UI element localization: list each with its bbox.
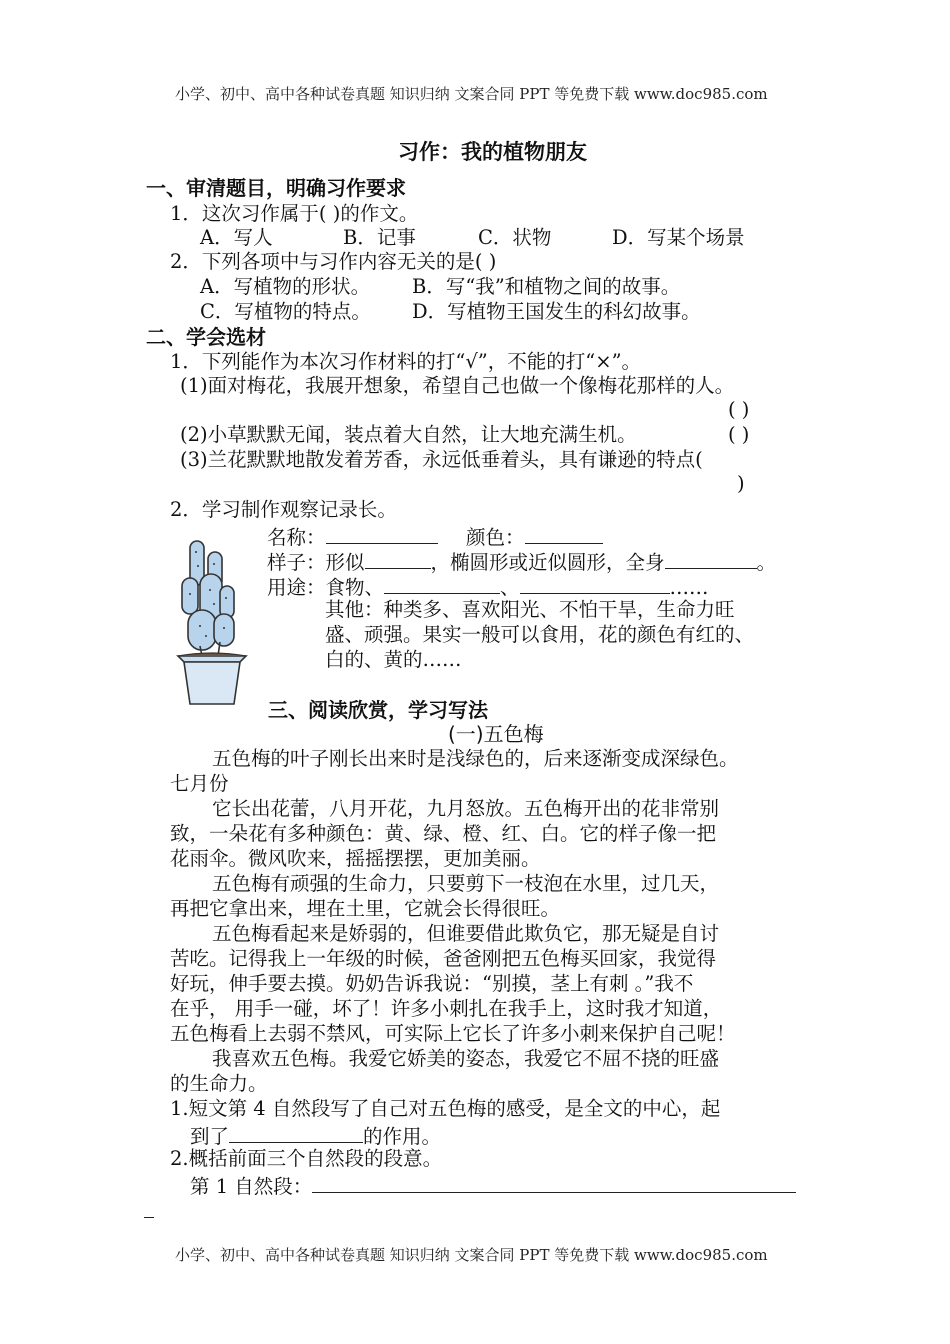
s3-q1-text-a: 到了: [190, 1125, 230, 1148]
s2-q1-item3: (3)兰花默默地散发着芳香，永远低垂着头，具有谦逊的特点(: [180, 448, 703, 471]
reading-line-6: 五色梅有顽强的生命力，只要剪下一枝泡在水里，过几天，: [212, 872, 720, 895]
record-color-label: 颜色：: [466, 526, 525, 549]
page-header: 小学、初中、高中各种试卷真题 知识归纳 文案合同 PPT 等免费下载 www.doc985.com: [175, 85, 768, 103]
s2-q1-item1: (1)面对梅花，我展开想象，希望自己也做一个像梅花那样的人。: [180, 374, 735, 397]
record-use-row: [267, 575, 709, 598]
s1-q2-option-a: A．写植物的形状。: [200, 275, 371, 298]
s1-q1-stem: 1．这次习作属于( )的作文。: [170, 202, 419, 225]
s1-q2-option-b: B．写“我”和植物之间的故事。: [412, 275, 681, 298]
s3-q1-line2: [190, 1124, 441, 1147]
reading-line-5: 花雨伞。微风吹来，摇摇摆摆，更加美丽。: [170, 847, 541, 870]
record-shape-blank-1[interactable]: [365, 550, 431, 569]
s2-q1-item3-close-paren: ): [737, 472, 745, 495]
record-name-label: 名称：: [267, 526, 326, 549]
s3-q1-text-b: 的作用。: [363, 1125, 442, 1148]
reading-line-10: 好玩，伸手要去摸。奶奶告诉我说：“别摸，茎上有刺 。”我不: [170, 972, 694, 995]
section2-heading: 二、学会选材: [146, 325, 266, 349]
page-footer: 小学、初中、高中各种试卷真题 知识归纳 文案合同 PPT 等免费下载 www.doc985.com: [175, 1246, 768, 1264]
record-use-ellipsis: ……: [669, 576, 709, 599]
reading-line-14: 的生命力。: [170, 1072, 268, 1095]
reading-line-7: 再把它拿出来，埋在土里，它就会长得很旺。: [170, 897, 561, 920]
record-other-line1: 其他：种类多、喜欢阳光、不怕干旱，生命力旺: [325, 598, 735, 621]
s1-q2-option-c: C．写植物的特点。: [200, 300, 371, 323]
s2-q1-stem: 1．下列能作为本次习作材料的打“√”，不能的打“×”。: [170, 350, 642, 373]
page-title: 习作：我的植物朋友: [398, 140, 587, 164]
reading-line-2: 七月份: [170, 772, 229, 795]
record-color-row: [466, 525, 603, 548]
s3-q2-stem: 2.概括前面三个自然段的段意。: [170, 1147, 443, 1170]
s3-q2-paragraph1-blank[interactable]: [312, 1174, 796, 1193]
s1-q2-option-d: D．写植物王国发生的科幻故事。: [412, 300, 701, 323]
record-shape-text: ，椭圆形或近似圆形，全身: [430, 551, 665, 574]
record-color-blank[interactable]: [525, 525, 603, 544]
s3-q2-paragraph1-row: [190, 1174, 796, 1197]
record-shape-row: [267, 550, 776, 573]
record-use-sep: 、: [500, 576, 520, 599]
s1-q1-option-c: C．状物: [478, 226, 552, 249]
s3-q1-line1: 1.短文第 4 自然段写了自己对五色梅的感受，是全文的中心，起: [170, 1097, 721, 1120]
s3-q1-blank[interactable]: [229, 1124, 363, 1143]
record-use-label: 用途：食物、: [267, 576, 385, 599]
reading-line-12: 五色梅看上去弱不禁风，可实际上它长了许多小刺来保护自己呢！: [170, 1022, 736, 1045]
reading-line-4: 致，一朵花有多种颜色：黄、绿、橙、红、白。它的样子像一把: [170, 822, 717, 845]
reading-line-1: 五色梅的叶子刚长出来时是浅绿色的，后来逐渐变成深绿色。: [212, 747, 739, 770]
s1-q2-stem: 2．下列各项中与习作内容无关的是( ): [170, 250, 497, 273]
record-name-blank[interactable]: [326, 525, 438, 544]
s1-q1-option-b: B．记事: [343, 226, 416, 249]
record-shape-blank-2[interactable]: [665, 550, 757, 569]
record-use-blank-1[interactable]: [384, 575, 500, 594]
record-other-line2: 盛、顽强。果实一般可以食用，花的颜色有红的、: [325, 623, 755, 646]
s3-q2-paragraph1-label: 第 1 自然段：: [190, 1175, 313, 1198]
cactus-pot-illustration: [176, 538, 248, 708]
section1-heading: 一、审清题目，明确习作要求: [146, 176, 406, 200]
record-shape-label: 样子：形似: [267, 551, 365, 574]
record-name-row: [267, 525, 438, 548]
s2-q2-stem: 2．学习制作观察记录长。: [170, 498, 397, 521]
s1-q1-option-a: A．写人: [200, 226, 273, 249]
reading-line-11: 在乎， 用手一碰，坏了！许多小刺扎在我手上，这时我才知道，: [170, 997, 723, 1020]
continuation-line: [144, 1217, 154, 1218]
reading-line-3: 它长出花蕾，八月开花，九月怒放。五色梅开出的花非常别: [212, 797, 720, 820]
record-other-line3: 白的、黄的……: [325, 648, 462, 671]
reading-line-8: 五色梅看起来是娇弱的，但谁要借此欺负它，那无疑是自讨: [212, 922, 720, 945]
section3-heading: 三、阅读欣赏，学习写法: [268, 698, 488, 722]
reading-line-13: 我喜欢五色梅。我爱它娇美的姿态，我爱它不屈不挠的旺盛: [212, 1047, 720, 1070]
record-use-blank-2[interactable]: [520, 575, 670, 594]
s2-q1-item2-answer-paren: ( ): [728, 423, 750, 446]
s2-q1-item1-answer-paren: ( ): [728, 398, 750, 421]
s2-q1-item2: (2)小草默默无闻，装点着大自然，让大地充满生机。: [180, 423, 637, 446]
reading-title: (一)五色梅: [448, 722, 544, 746]
s1-q1-option-d: D．写某个场景: [612, 226, 745, 249]
reading-line-9: 苦吃。记得我上一年级的时候，爸爸刚把五色梅买回家，我觉得: [170, 947, 717, 970]
record-shape-end: 。: [756, 551, 777, 574]
